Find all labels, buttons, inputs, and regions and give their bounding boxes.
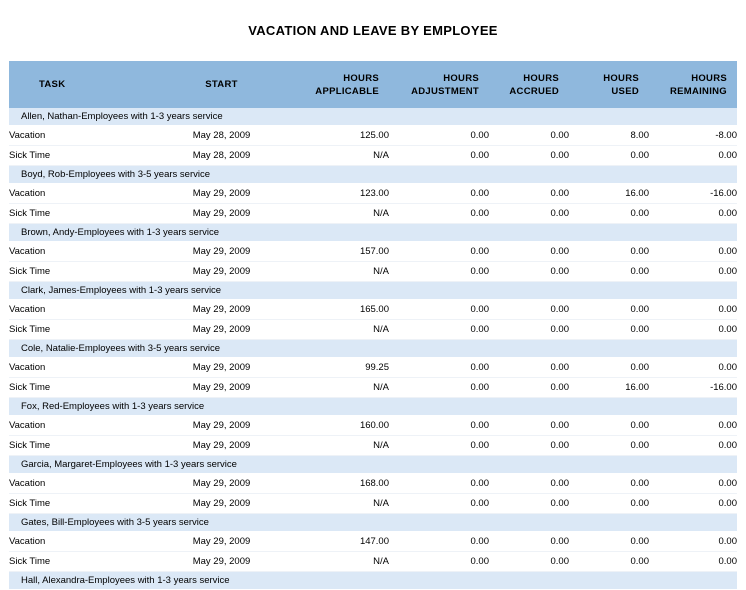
cell-hours-adjustment: 0.00 bbox=[389, 378, 489, 398]
cell-hours-remaining: 0.00 bbox=[649, 204, 737, 224]
cell-hours-used: 0.00 bbox=[569, 416, 649, 436]
table-row bbox=[9, 146, 737, 166]
cell-hours-accrued: 0.00 bbox=[489, 474, 569, 494]
cell-hours-remaining: 0.00 bbox=[649, 532, 737, 552]
cell-hours-applicable: 123.00 bbox=[284, 184, 389, 204]
column-header-task-label: TASK bbox=[39, 79, 66, 90]
cell-start-date: May 29, 2009 bbox=[159, 300, 284, 320]
cell-hours-adjustment: 0.00 bbox=[389, 416, 489, 436]
employee-group-row bbox=[9, 340, 737, 358]
cell-hours-remaining: -16.00 bbox=[649, 184, 737, 204]
column-header-hours-remaining-line2: REMAINING bbox=[669, 85, 727, 97]
cell-start-date: May 29, 2009 bbox=[159, 552, 284, 572]
cell-start-date: May 29, 2009 bbox=[159, 378, 284, 398]
cell-task: Vacation bbox=[9, 474, 159, 494]
cell-hours-accrued: 0.00 bbox=[489, 320, 569, 340]
employee-group-row bbox=[9, 108, 737, 126]
cell-start-date: May 28, 2009 bbox=[159, 146, 284, 166]
employee-group-row bbox=[9, 398, 737, 416]
cell-hours-adjustment: 0.00 bbox=[389, 262, 489, 282]
cell-hours-applicable: 157.00 bbox=[284, 242, 389, 262]
cell-task: Sick Time bbox=[9, 378, 159, 398]
cell-hours-applicable: N/A bbox=[284, 262, 389, 282]
column-header-hours-remaining bbox=[649, 61, 737, 108]
cell-task: Vacation bbox=[9, 416, 159, 436]
cell-hours-accrued: 0.00 bbox=[489, 184, 569, 204]
cell-task: Sick Time bbox=[9, 262, 159, 282]
employee-group-row bbox=[9, 514, 737, 532]
cell-hours-applicable: N/A bbox=[284, 494, 389, 514]
cell-hours-accrued: 0.00 bbox=[489, 494, 569, 514]
cell-hours-accrued: 0.00 bbox=[489, 358, 569, 378]
table-body bbox=[9, 108, 737, 590]
table-row bbox=[9, 494, 737, 514]
cell-hours-remaining: 0.00 bbox=[649, 436, 737, 456]
cell-task: Vacation bbox=[9, 126, 159, 146]
cell-task: Vacation bbox=[9, 358, 159, 378]
cell-task: Vacation bbox=[9, 532, 159, 552]
cell-hours-adjustment: 0.00 bbox=[389, 474, 489, 494]
cell-hours-remaining: 0.00 bbox=[649, 552, 737, 572]
table-row bbox=[9, 184, 737, 204]
employee-group-row bbox=[9, 572, 737, 590]
table-header bbox=[9, 61, 737, 108]
table-row bbox=[9, 474, 737, 494]
column-header-hours-adjustment-line1: HOURS bbox=[443, 72, 479, 84]
table-row bbox=[9, 320, 737, 340]
column-header-hours-adjustment-line2: ADJUSTMENT bbox=[411, 85, 479, 97]
cell-hours-remaining: 0.00 bbox=[649, 416, 737, 436]
cell-hours-remaining: 0.00 bbox=[649, 262, 737, 282]
cell-task: Sick Time bbox=[9, 552, 159, 572]
cell-hours-adjustment: 0.00 bbox=[389, 242, 489, 262]
employee-group-label: Brown, Andy-Employees with 1-3 years service bbox=[9, 224, 737, 242]
cell-start-date: May 29, 2009 bbox=[159, 474, 284, 494]
cell-start-date: May 29, 2009 bbox=[159, 184, 284, 204]
cell-hours-remaining: 0.00 bbox=[649, 494, 737, 514]
employee-group-label: Garcia, Margaret-Employees with 1-3 years service bbox=[9, 456, 737, 474]
cell-hours-accrued: 0.00 bbox=[489, 300, 569, 320]
employee-group-row bbox=[9, 456, 737, 474]
table-header-row bbox=[9, 61, 737, 108]
cell-start-date: May 29, 2009 bbox=[159, 416, 284, 436]
table-row bbox=[9, 416, 737, 436]
cell-task: Sick Time bbox=[9, 436, 159, 456]
cell-hours-remaining: 0.00 bbox=[649, 242, 737, 262]
cell-hours-applicable: N/A bbox=[284, 204, 389, 224]
cell-start-date: May 29, 2009 bbox=[159, 436, 284, 456]
cell-hours-accrued: 0.00 bbox=[489, 436, 569, 456]
cell-start-date: May 29, 2009 bbox=[159, 204, 284, 224]
column-header-task bbox=[9, 61, 159, 108]
column-header-hours-applicable-line2: APPLICABLE bbox=[315, 85, 379, 97]
table-row bbox=[9, 552, 737, 572]
cell-hours-remaining: -16.00 bbox=[649, 378, 737, 398]
cell-task: Vacation bbox=[9, 242, 159, 262]
cell-hours-adjustment: 0.00 bbox=[389, 532, 489, 552]
cell-hours-remaining: 0.00 bbox=[649, 320, 737, 340]
cell-hours-adjustment: 0.00 bbox=[389, 494, 489, 514]
employee-group-row bbox=[9, 282, 737, 300]
cell-hours-used: 8.00 bbox=[569, 126, 649, 146]
cell-hours-accrued: 0.00 bbox=[489, 532, 569, 552]
cell-hours-accrued: 0.00 bbox=[489, 416, 569, 436]
employee-group-label: Allen, Nathan-Employees with 1-3 years service bbox=[9, 108, 737, 126]
cell-hours-applicable: 160.00 bbox=[284, 416, 389, 436]
cell-hours-adjustment: 0.00 bbox=[389, 184, 489, 204]
employee-group-label: Gates, Bill-Employees with 3-5 years service bbox=[9, 514, 737, 532]
cell-hours-adjustment: 0.00 bbox=[389, 436, 489, 456]
cell-hours-applicable: N/A bbox=[284, 146, 389, 166]
cell-hours-accrued: 0.00 bbox=[489, 242, 569, 262]
vacation-leave-table bbox=[9, 61, 737, 590]
employee-group-label: Hall, Alexandra-Employees with 1-3 years service bbox=[9, 572, 737, 590]
cell-hours-used: 0.00 bbox=[569, 146, 649, 166]
cell-hours-accrued: 0.00 bbox=[489, 552, 569, 572]
employee-group-row bbox=[9, 166, 737, 184]
cell-hours-used: 0.00 bbox=[569, 532, 649, 552]
cell-hours-applicable: 125.00 bbox=[284, 126, 389, 146]
cell-start-date: May 29, 2009 bbox=[159, 242, 284, 262]
cell-start-date: May 29, 2009 bbox=[159, 532, 284, 552]
cell-hours-applicable: 99.25 bbox=[284, 358, 389, 378]
cell-hours-applicable: 165.00 bbox=[284, 300, 389, 320]
cell-hours-used: 0.00 bbox=[569, 262, 649, 282]
employee-group-label: Clark, James-Employees with 1-3 years service bbox=[9, 282, 737, 300]
cell-hours-applicable: N/A bbox=[284, 552, 389, 572]
cell-hours-used: 0.00 bbox=[569, 358, 649, 378]
cell-hours-accrued: 0.00 bbox=[489, 378, 569, 398]
cell-start-date: May 29, 2009 bbox=[159, 262, 284, 282]
page-title: VACATION AND LEAVE BY EMPLOYEE bbox=[248, 23, 498, 38]
cell-hours-used: 16.00 bbox=[569, 184, 649, 204]
table-row bbox=[9, 204, 737, 224]
column-header-hours-used-line1: HOURS bbox=[603, 72, 639, 84]
column-header-start-label: START bbox=[205, 79, 238, 90]
column-header-hours-used bbox=[569, 61, 649, 108]
cell-hours-used: 0.00 bbox=[569, 242, 649, 262]
table-row bbox=[9, 300, 737, 320]
employee-group-label: Cole, Natalie-Employees with 3-5 years service bbox=[9, 340, 737, 358]
cell-hours-remaining: 0.00 bbox=[649, 358, 737, 378]
cell-task: Sick Time bbox=[9, 204, 159, 224]
cell-hours-accrued: 0.00 bbox=[489, 262, 569, 282]
table-row bbox=[9, 436, 737, 456]
cell-hours-remaining: 0.00 bbox=[649, 146, 737, 166]
column-header-hours-accrued bbox=[489, 61, 569, 108]
cell-start-date: May 28, 2009 bbox=[159, 126, 284, 146]
employee-group-label: Boyd, Rob-Employees with 3-5 years service bbox=[9, 166, 737, 184]
cell-hours-used: 0.00 bbox=[569, 474, 649, 494]
cell-hours-accrued: 0.00 bbox=[489, 126, 569, 146]
cell-start-date: May 29, 2009 bbox=[159, 494, 284, 514]
cell-task: Vacation bbox=[9, 300, 159, 320]
cell-hours-used: 0.00 bbox=[569, 436, 649, 456]
cell-hours-remaining: 0.00 bbox=[649, 474, 737, 494]
cell-hours-applicable: N/A bbox=[284, 378, 389, 398]
column-header-hours-remaining-line1: HOURS bbox=[691, 72, 727, 84]
column-header-hours-applicable-line1: HOURS bbox=[343, 72, 379, 84]
cell-hours-applicable: N/A bbox=[284, 436, 389, 456]
cell-hours-adjustment: 0.00 bbox=[389, 146, 489, 166]
cell-hours-adjustment: 0.00 bbox=[389, 204, 489, 224]
cell-task: Sick Time bbox=[9, 146, 159, 166]
cell-start-date: May 29, 2009 bbox=[159, 320, 284, 340]
cell-hours-applicable: 168.00 bbox=[284, 474, 389, 494]
column-header-hours-applicable bbox=[284, 61, 389, 108]
table-row bbox=[9, 358, 737, 378]
employee-group-label: Fox, Red-Employees with 1-3 years service bbox=[9, 398, 737, 416]
column-header-hours-adjustment bbox=[389, 61, 489, 108]
employee-group-row bbox=[9, 224, 737, 242]
cell-hours-used: 0.00 bbox=[569, 204, 649, 224]
table-row bbox=[9, 378, 737, 398]
cell-hours-remaining: 0.00 bbox=[649, 300, 737, 320]
cell-hours-applicable: N/A bbox=[284, 320, 389, 340]
table-row bbox=[9, 126, 737, 146]
cell-hours-used: 0.00 bbox=[569, 300, 649, 320]
table-row bbox=[9, 532, 737, 552]
cell-hours-accrued: 0.00 bbox=[489, 204, 569, 224]
cell-task: Sick Time bbox=[9, 494, 159, 514]
cell-task: Sick Time bbox=[9, 320, 159, 340]
cell-task: Vacation bbox=[9, 184, 159, 204]
cell-hours-adjustment: 0.00 bbox=[389, 320, 489, 340]
cell-hours-adjustment: 0.00 bbox=[389, 552, 489, 572]
cell-hours-adjustment: 0.00 bbox=[389, 358, 489, 378]
cell-hours-adjustment: 0.00 bbox=[389, 126, 489, 146]
cell-hours-applicable: 147.00 bbox=[284, 532, 389, 552]
column-header-hours-used-line2: USED bbox=[611, 85, 639, 97]
column-header-hours-accrued-line1: HOURS bbox=[523, 72, 559, 84]
column-header-start bbox=[159, 61, 284, 108]
cell-hours-used: 16.00 bbox=[569, 378, 649, 398]
cell-start-date: May 29, 2009 bbox=[159, 358, 284, 378]
cell-hours-used: 0.00 bbox=[569, 320, 649, 340]
table-row bbox=[9, 262, 737, 282]
cell-hours-used: 0.00 bbox=[569, 552, 649, 572]
cell-hours-accrued: 0.00 bbox=[489, 146, 569, 166]
cell-hours-adjustment: 0.00 bbox=[389, 300, 489, 320]
cell-hours-remaining: -8.00 bbox=[649, 126, 737, 146]
table-row bbox=[9, 242, 737, 262]
column-header-hours-accrued-line2: ACCRUED bbox=[509, 85, 559, 97]
cell-hours-used: 0.00 bbox=[569, 494, 649, 514]
